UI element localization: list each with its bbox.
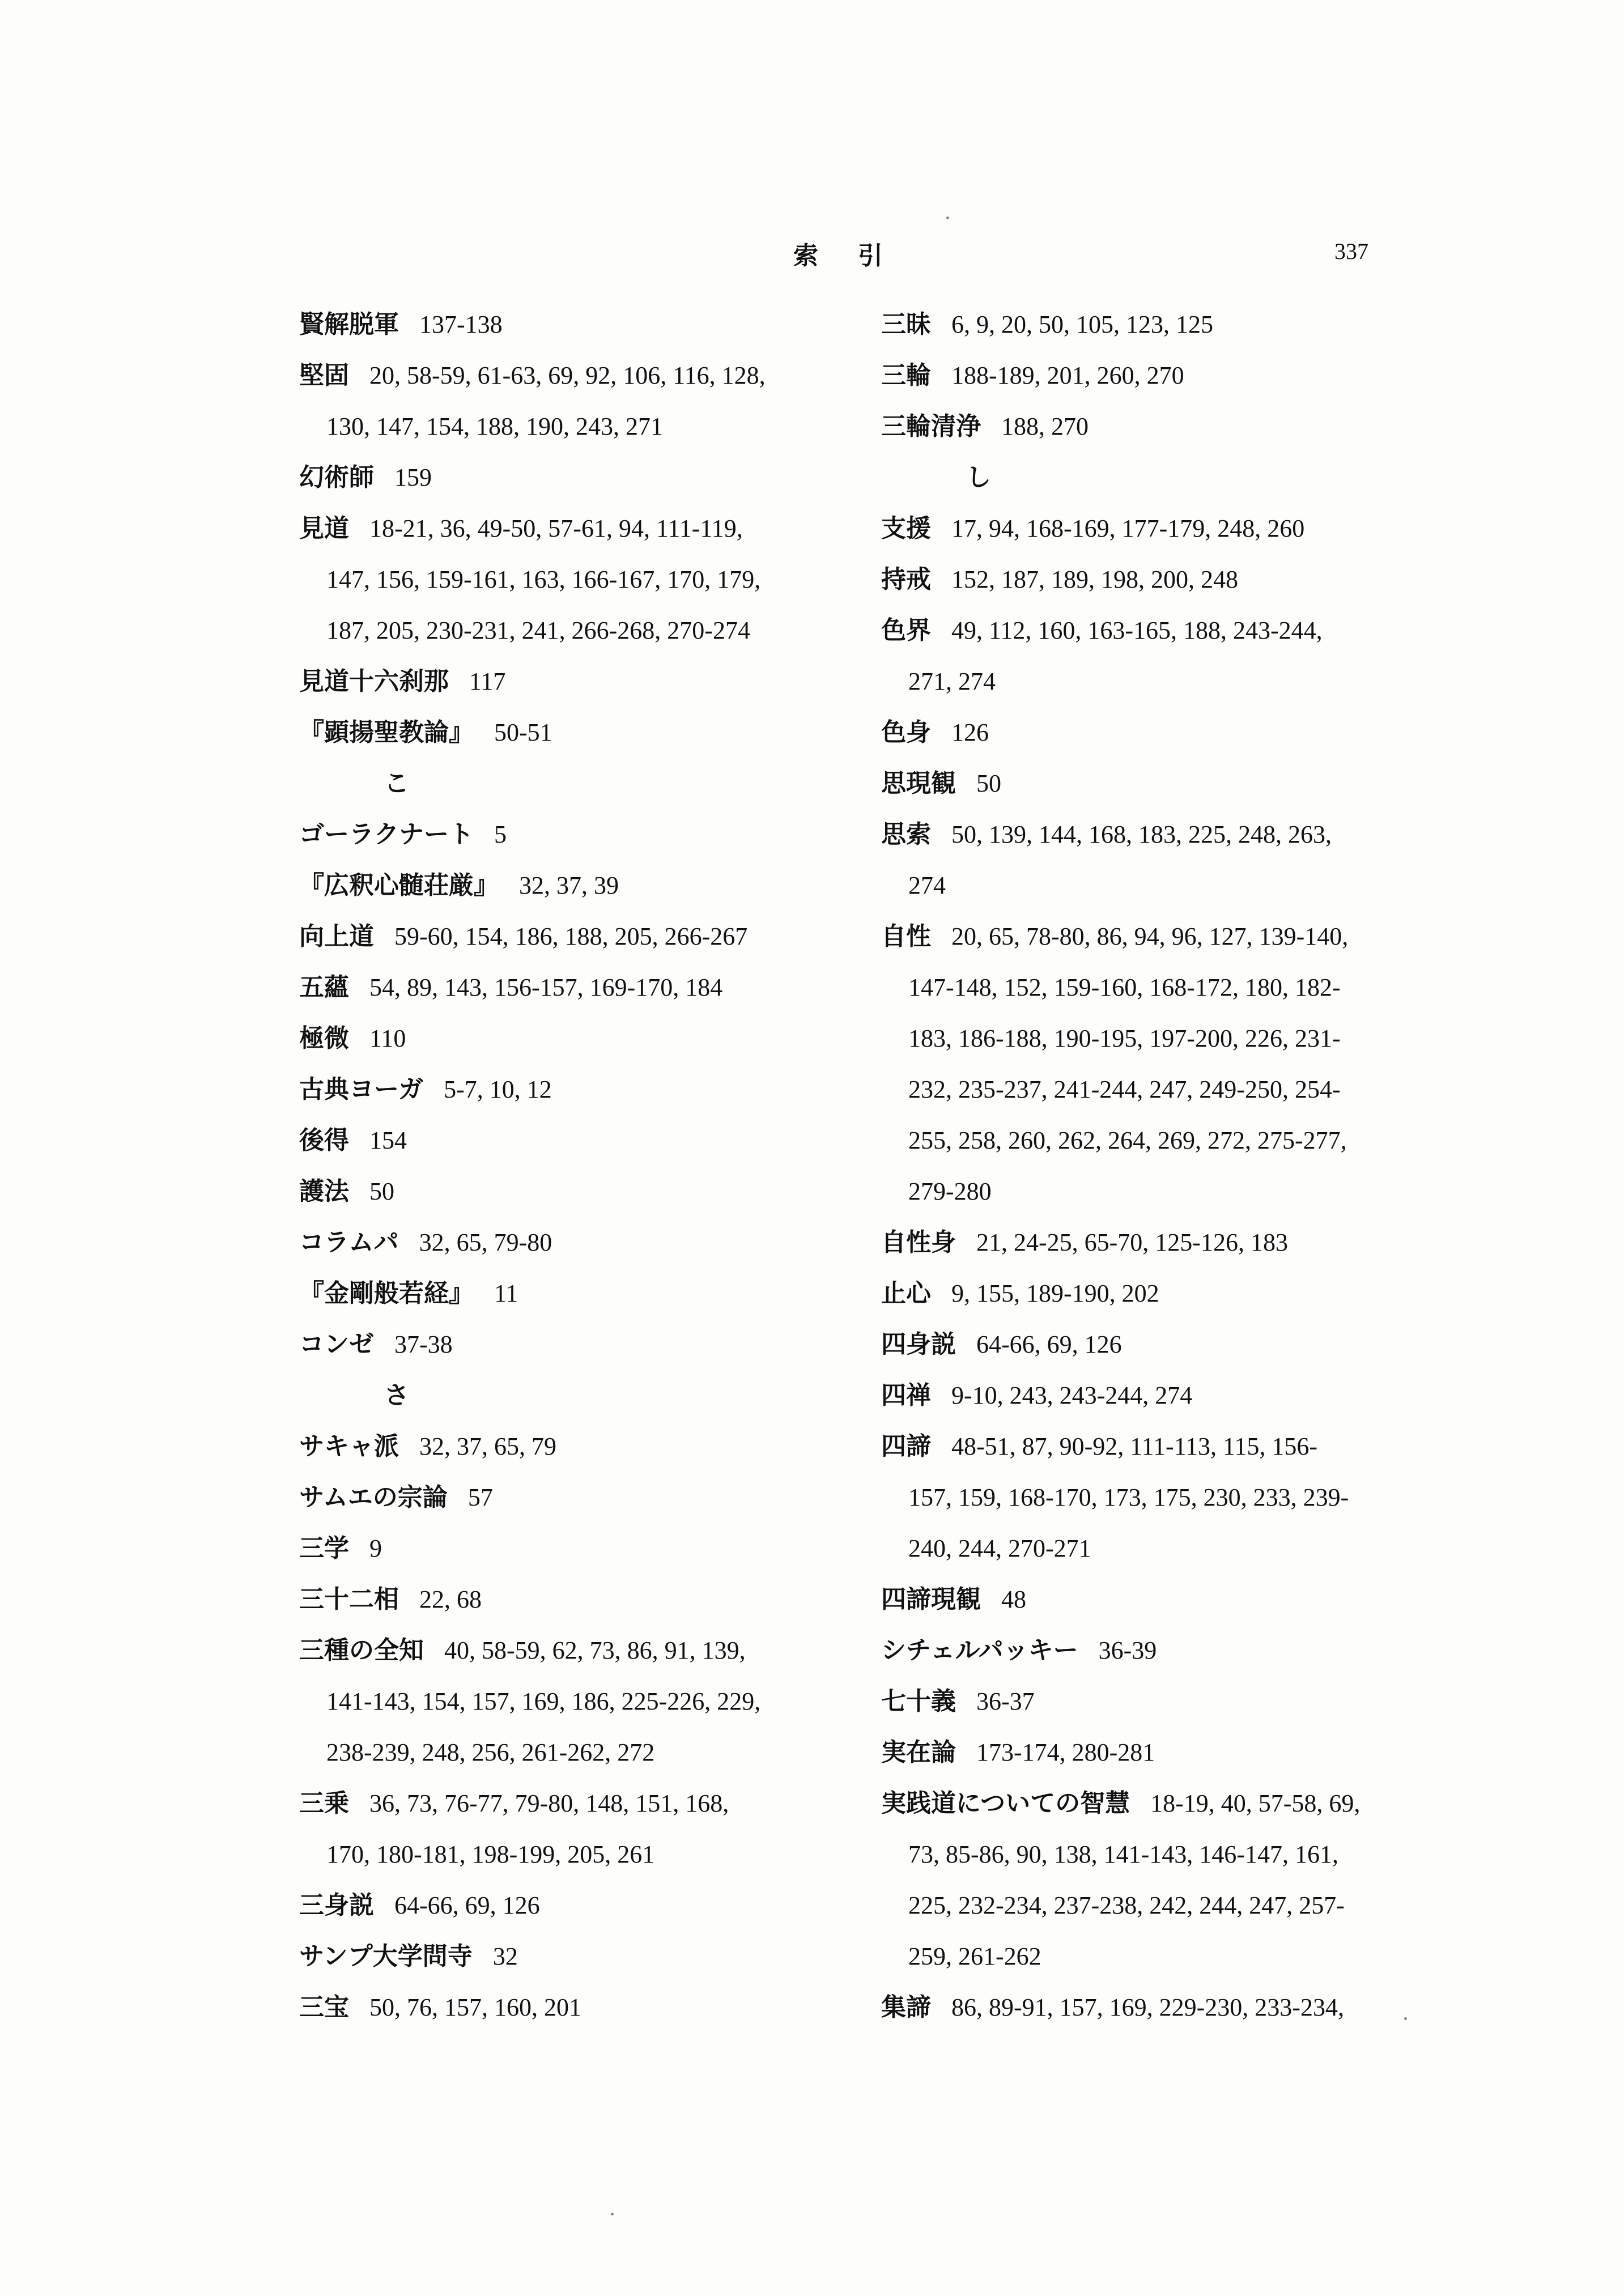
index-entry (881, 299, 1442, 350)
index-term: 後得 (299, 1126, 349, 1155)
index-pages: 117 (469, 667, 506, 695)
index-term: 三種の全知 (299, 1636, 424, 1665)
index-pages: 36, 73, 76-77, 79-80, 148, 151, 168, (369, 1789, 729, 1817)
index-term: 色界 (881, 616, 931, 645)
index-entry (299, 962, 860, 1013)
index-pages: 57 (467, 1483, 493, 1511)
index-entry (881, 605, 1442, 656)
index-entry (299, 1625, 860, 1676)
index-term: サキャ派 (299, 1432, 399, 1461)
index-term: 三身説 (299, 1891, 374, 1920)
index-entry (299, 1115, 860, 1166)
index-entry-continuation: 147-148, 152, 159-160, 168-172, 180, 182- (908, 973, 1341, 1001)
index-pages: 11 (494, 1279, 518, 1307)
index-entry-continuation: 225, 232-234, 237-238, 242, 244, 247, 257- (908, 1891, 1345, 1919)
index-entry-continuation: 259, 261-262 (908, 1942, 1041, 1970)
index-term: 『顕揚聖教論』 (299, 718, 474, 747)
index-term: 三乗 (299, 1789, 349, 1818)
index-pages: 50-51 (494, 718, 552, 746)
index-entry (299, 1217, 860, 1268)
index-term: 四諦現観 (881, 1585, 981, 1614)
index-entry (881, 1370, 1442, 1421)
index-term: 三輪 (881, 361, 931, 390)
index-entry (299, 809, 860, 860)
index-pages: 40, 58-59, 62, 73, 86, 91, 139, (444, 1636, 746, 1664)
index-entry (881, 554, 1442, 605)
index-term: 古典ヨーガ (299, 1075, 424, 1104)
index-term: 持戒 (881, 565, 931, 594)
index-term: 四諦 (881, 1432, 931, 1461)
index-entry (881, 350, 1442, 401)
index-pages: 9 (369, 1534, 382, 1562)
index-term: 堅固 (299, 361, 349, 390)
index-term: コラムパ (299, 1228, 399, 1257)
index-term: 四身説 (881, 1330, 956, 1359)
index-entry (299, 1319, 860, 1370)
index-entry (881, 503, 1442, 554)
index-term: 幻術師 (299, 463, 374, 492)
index-pages: 9-10, 243, 243-244, 274 (951, 1381, 1193, 1409)
index-column-right (881, 299, 1442, 2033)
index-entry (299, 1931, 860, 1982)
index-pages: 18-21, 36, 49-50, 57-61, 94, 111-119, (369, 515, 743, 542)
index-pages: 37-38 (394, 1330, 453, 1358)
index-entry-continuation: 232, 235-237, 241-244, 247, 249-250, 254- (908, 1075, 1341, 1103)
index-entry (299, 707, 860, 758)
index-pages: 188, 270 (1001, 413, 1089, 440)
index-term: 四禅 (881, 1381, 931, 1410)
index-pages: 49, 112, 160, 163-165, 188, 243-244, (951, 616, 1323, 644)
scan-speck (611, 2213, 614, 2216)
index-entry (881, 1676, 1442, 1727)
index-entry (299, 1166, 860, 1217)
running-title: 索引 (793, 241, 922, 270)
index-pages: 152, 187, 189, 198, 200, 248 (951, 566, 1238, 593)
index-pages: 22, 68 (419, 1585, 482, 1613)
index-pages: 5-7, 10, 12 (444, 1075, 552, 1103)
index-entry-continuation: 147, 156, 159-161, 163, 166-167, 170, 179, (326, 566, 761, 593)
index-term: 五蘊 (299, 973, 349, 1002)
kana-section-heading: さ (384, 1381, 409, 1410)
index-pages: 64-66, 69, 126 (394, 1891, 540, 1919)
index-entry (299, 1013, 860, 1064)
index-entry-continuation: 271, 274 (908, 667, 996, 695)
index-term: 護法 (299, 1177, 349, 1206)
index-pages: 20, 58-59, 61-63, 69, 92, 106, 116, 128, (369, 362, 766, 389)
index-pages: 6, 9, 20, 50, 105, 123, 125 (951, 311, 1213, 338)
index-column-left (299, 299, 860, 2033)
index-entry (881, 1268, 1442, 1319)
index-entry (299, 1880, 860, 1931)
index-term: 集諦 (881, 1993, 931, 2022)
kana-section-heading: し (966, 463, 991, 492)
index-pages: 36-37 (976, 1687, 1035, 1715)
index-entry-continuation: 73, 85-86, 90, 138, 141-143, 146-147, 161, (908, 1840, 1338, 1868)
index-pages: 86, 89-91, 157, 169, 229-230, 233-234, (951, 1993, 1344, 2021)
index-pages: 21, 24-25, 65-70, 125-126, 183 (976, 1228, 1288, 1256)
index-entry (299, 860, 860, 911)
index-pages: 18-19, 40, 57-58, 69, (1150, 1789, 1361, 1817)
index-term: 七十義 (881, 1687, 956, 1716)
index-entry (299, 1982, 860, 2033)
index-entry (299, 1268, 860, 1319)
index-term: 見道十六刹那 (299, 667, 449, 696)
index-entry (299, 1574, 860, 1625)
index-entry (299, 1523, 860, 1574)
index-entry (299, 911, 860, 962)
index-term: 止心 (881, 1279, 931, 1308)
index-pages: 159 (394, 464, 432, 491)
index-entry (299, 1472, 860, 1523)
index-entry-continuation: 187, 205, 230-231, 241, 266-268, 270-274 (326, 616, 750, 644)
index-entry-continuation: 183, 186-188, 190-195, 197-200, 226, 231- (908, 1024, 1341, 1052)
scan-speck (946, 216, 949, 219)
index-pages: 50 (976, 769, 1001, 797)
index-pages: 50, 139, 144, 168, 183, 225, 248, 263, (951, 820, 1332, 848)
index-entry-continuation: 130, 147, 154, 188, 190, 243, 271 (326, 413, 663, 440)
index-term: 三十二相 (299, 1585, 399, 1614)
index-term: サンプ大学問寺 (299, 1942, 473, 1971)
index-term: 三輪清浄 (881, 412, 981, 441)
index-pages: 20, 65, 78-80, 86, 94, 96, 127, 139-140, (951, 922, 1349, 950)
scan-speck (1404, 2017, 1407, 2020)
index-entry (881, 758, 1442, 809)
index-entry-continuation: 255, 258, 260, 262, 264, 269, 272, 275-277, (908, 1126, 1347, 1154)
index-entry (299, 452, 860, 503)
index-term: サムエの宗論 (299, 1483, 448, 1512)
index-entry (299, 1064, 860, 1115)
index-entry (881, 401, 1442, 452)
index-term: 極微 (299, 1024, 349, 1053)
index-term: 賢解脱軍 (299, 310, 399, 339)
index-entry-continuation: 170, 180-181, 198-199, 205, 261 (326, 1840, 655, 1868)
index-entry (299, 350, 860, 401)
index-term: 実践道についての智慧 (881, 1789, 1130, 1818)
index-pages: 5 (494, 820, 507, 848)
index-term: 見道 (299, 514, 349, 543)
index-entry (299, 299, 860, 350)
index-entry-continuation: 274 (908, 871, 946, 899)
index-pages: 50 (369, 1177, 394, 1205)
index-term: 自性身 (881, 1228, 956, 1257)
index-pages: 32 (492, 1942, 518, 1970)
index-term: コンゼ (299, 1330, 374, 1359)
index-entry (881, 1727, 1442, 1778)
index-pages: 32, 37, 39 (519, 871, 619, 899)
index-entry-continuation: 238-239, 248, 256, 261-262, 272 (326, 1738, 655, 1766)
index-pages: 110 (369, 1024, 406, 1052)
index-term: 『広釈心髄荘厳』 (299, 871, 499, 900)
index-entry (881, 911, 1442, 962)
index-entry (299, 1778, 860, 1829)
index-pages: 54, 89, 143, 156-157, 169-170, 184 (369, 973, 723, 1001)
index-pages: 36-39 (1098, 1636, 1157, 1664)
index-entry (881, 1625, 1442, 1676)
index-entry (881, 1778, 1442, 1829)
index-pages: 48-51, 87, 90-92, 111-113, 115, 156- (951, 1432, 1318, 1460)
index-term: 向上道 (299, 922, 374, 951)
index-term: 三宝 (299, 1993, 349, 2022)
index-pages: 50, 76, 157, 160, 201 (369, 1993, 581, 2021)
index-term: 色身 (881, 718, 931, 747)
index-pages: 154 (369, 1126, 407, 1154)
index-entry (881, 1982, 1442, 2033)
index-entry (881, 1217, 1442, 1268)
page-number: 337 (1334, 239, 1368, 264)
index-term: 支援 (881, 514, 931, 543)
index-pages: 17, 94, 168-169, 177-179, 248, 260 (951, 515, 1305, 542)
index-term: ゴーラクナート (299, 820, 474, 849)
index-pages: 64-66, 69, 126 (976, 1330, 1122, 1358)
index-pages: 32, 37, 65, 79 (419, 1432, 556, 1460)
kana-section-heading: こ (384, 769, 409, 798)
index-entry (881, 1319, 1442, 1370)
index-pages: 9, 155, 189-190, 202 (951, 1279, 1159, 1307)
index-pages: 126 (951, 718, 989, 746)
index-entry (299, 1421, 860, 1472)
index-entry (881, 707, 1442, 758)
index-term: 思索 (881, 820, 931, 849)
index-term: 『金剛般若経』 (299, 1279, 474, 1308)
index-pages: 32, 65, 79-80 (419, 1228, 552, 1256)
index-term: 三学 (299, 1534, 349, 1563)
index-term: 思現観 (881, 769, 956, 798)
index-entry (881, 809, 1442, 860)
index-entry-continuation: 141-143, 154, 157, 169, 186, 225-226, 229, (326, 1687, 761, 1715)
index-pages: 48 (1001, 1585, 1026, 1613)
index-entry-continuation: 157, 159, 168-170, 173, 175, 230, 233, 239- (908, 1483, 1349, 1511)
index-entry-continuation: 279-280 (908, 1177, 992, 1205)
index-entry (881, 1421, 1442, 1472)
index-pages: 59-60, 154, 186, 188, 205, 266-267 (394, 922, 748, 950)
index-term: 実在論 (881, 1738, 956, 1767)
index-term: シチェルパッキー (881, 1636, 1078, 1665)
index-entry (299, 656, 860, 707)
index-pages: 173-174, 280-281 (976, 1738, 1155, 1766)
index-entry (881, 1574, 1442, 1625)
index-entry-continuation: 240, 244, 270-271 (908, 1534, 1091, 1562)
index-term: 三昧 (881, 310, 931, 339)
index-entry (299, 503, 860, 554)
index-pages: 188-189, 201, 260, 270 (951, 362, 1184, 389)
index-term: 自性 (881, 922, 931, 951)
index-pages: 137-138 (419, 311, 503, 338)
